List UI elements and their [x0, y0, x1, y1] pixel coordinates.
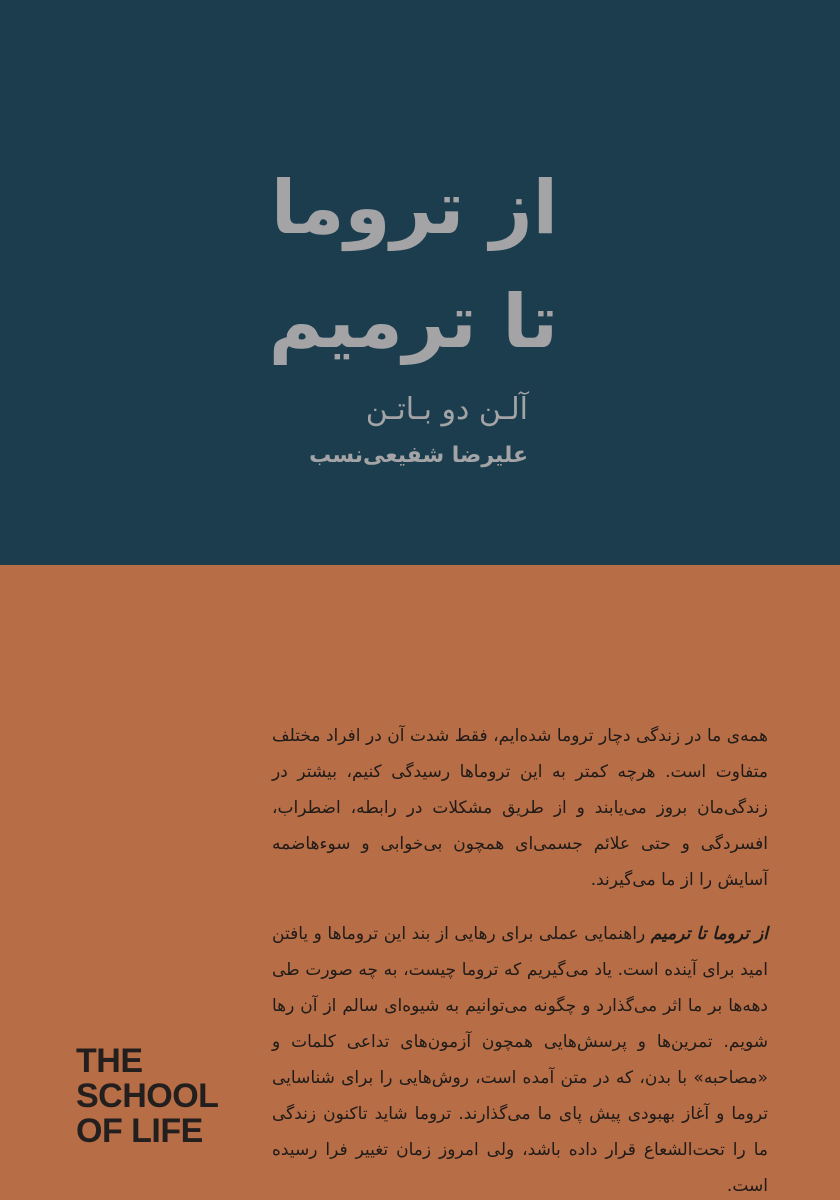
inline-book-title: از تروما تا ترمیم	[650, 924, 768, 944]
blurb-paragraph-2-text: راهنمایی عملی برای رهایی از بند این تروماها و یافتن امید برای آینده است. یاد می‌گیریم که تروما چیست، به چه صورت طی دهه‌ها بر ما اثر می‌گذارد و چگونه می‌توانیم به شیوه‌ای سالم از آن رها شویم. تمرین‌ها و پرسش‌هایی همچون آزمون‌های تداعی کلمات و «مصاحبه» با بدن، که در متن آمده است، روش‌هایی را برای شناسایی تروما و آغاز بهبودی پیش پای ما می‌گذارند. تروما شاید تاکنون زندگی ما را تحت‌الشعاع قرار داده باشد، ولی امروز زمان تغییر فرا رسیده است.	[272, 924, 768, 1196]
blurb-paragraph-1: همه‌ی ما در زندگی دچار تروما شده‌ایم، فقط شدت آن در افراد مختلف متفاوت است. هرچه کمتر به این تروماها رسیدگی کنیم، بیشتر در زندگی‌مان بروز می‌یابند و از طریق مشکلات در رابطه، اضطراب، افسردگی و حتی علائم جسمی‌ای همچون بی‌خوابی و سوءهاضمه آسایش را از ما می‌گیرند.	[272, 726, 768, 890]
cover-top-panel	[0, 0, 840, 565]
translator-name: علیرضا شفیعی‌نسب	[309, 443, 528, 468]
publisher-logo	[76, 1044, 218, 1149]
book-title-line-1: از تروما	[270, 165, 558, 251]
author-name: آلـن دو بـاتـن	[365, 392, 528, 427]
publisher-logo-line-2: SCHOOL	[76, 1077, 219, 1115]
publisher-logo-line-1: THE	[76, 1042, 143, 1080]
publisher-logo-line-3: OF LIFE	[76, 1112, 203, 1150]
book-title-line-2: تا ترمیم	[268, 279, 558, 365]
